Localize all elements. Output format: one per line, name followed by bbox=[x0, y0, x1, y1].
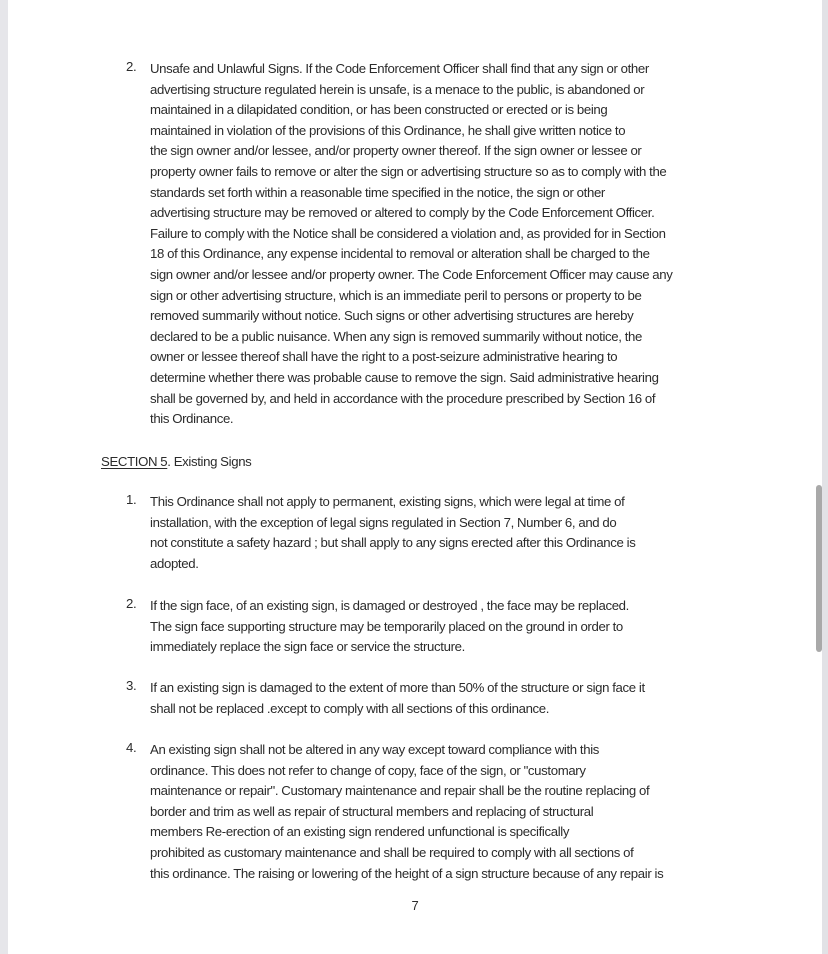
section-label: SECTION 5 bbox=[101, 454, 168, 469]
paragraph bbox=[150, 678, 736, 719]
text-line: shall not be replaced .except to comply with all sections of this ordinance. bbox=[150, 700, 550, 716]
text-line: determine whether there was probable cause to remove the sign. Said administrative hearing bbox=[150, 369, 659, 385]
section-heading bbox=[101, 452, 251, 472]
paragraph bbox=[150, 740, 736, 884]
document-page bbox=[8, 0, 822, 954]
text-line: If the sign face, of an existing sign, is damaged or destroyed , the face may be replaced. bbox=[150, 598, 629, 613]
paragraph bbox=[150, 596, 736, 658]
list-item-existing-signs-2 bbox=[126, 596, 736, 658]
list-item-existing-signs-3 bbox=[126, 678, 736, 719]
text-line: advertising structure may be removed or altered to comply by the Code Enforcement Officer. bbox=[150, 205, 655, 221]
text-line: maintained in violation of the provisions of this Ordinance, he shall give written notice to bbox=[150, 122, 626, 138]
text-line: property owner fails to remove or alter the sign or advertising structure so as to comply with the bbox=[150, 163, 667, 179]
text-line: owner or lessee thereof shall have the right to a post-seizure administrative hearing to bbox=[150, 349, 618, 365]
list-item-unsafe-unlawful-signs bbox=[126, 59, 736, 430]
text-line: sign or other advertising structure, which is an immediate peril to persons or property to be bbox=[150, 287, 642, 303]
text-line: 18 of this Ordinance, any expense incidental to removal or alteration shall be charged to the bbox=[150, 246, 650, 262]
text-line: This Ordinance shall not apply to permanent, existing signs, which were legal at time of bbox=[150, 494, 625, 509]
text-line: sign owner and/or lessee and/or property owner. The Code Enforcement Officer may cause any bbox=[150, 266, 673, 282]
page-number: 7 bbox=[411, 898, 419, 913]
text-line: this Ordinance. bbox=[150, 411, 234, 427]
list-number: 1. bbox=[126, 492, 137, 507]
text-line: removed summarily without notice. Such signs or other advertising structures are hereby bbox=[150, 308, 634, 324]
window-right-edge bbox=[822, 0, 828, 954]
text-line: immediately replace the sign face or service the structure. bbox=[150, 639, 465, 655]
text-line: members Re-erection of an existing sign rendered unfunctional is specifically bbox=[150, 824, 570, 840]
text-line: not constitute a safety hazard ; but shall apply to any signs erected after this Ordinance is bbox=[150, 535, 636, 551]
text-line: maintenance or repair". Customary maintenance and repair shall be the routine replacing of bbox=[150, 783, 650, 799]
list-item-existing-signs-4 bbox=[126, 740, 736, 884]
text-line: An existing sign shall not be altered in any way except toward compliance with this bbox=[150, 742, 600, 757]
paragraph bbox=[150, 492, 736, 574]
list-number: 2. bbox=[126, 59, 137, 74]
text-line: The sign face supporting structure may be temporarily placed on the ground in order to bbox=[150, 618, 623, 634]
text-line: maintained in a dilapidated condition, or has been constructed or erected or is being bbox=[150, 102, 608, 118]
list-number: 4. bbox=[126, 740, 137, 755]
paragraph bbox=[150, 59, 736, 430]
text-line: ordinance. This does not refer to change of copy, face of the sign, or "customary bbox=[150, 762, 586, 778]
list-item-existing-signs-1 bbox=[126, 492, 736, 574]
text-line: Unsafe and Unlawful Signs. If the Code Enforcement Officer shall find that any sign or other bbox=[150, 61, 649, 76]
text-line: prohibited as customary maintenance and shall be required to comply with all sections of bbox=[150, 844, 634, 860]
list-number: 3. bbox=[126, 678, 137, 693]
text-line: advertising structure regulated herein is unsafe, is a menace to the public, is abandoned or bbox=[150, 81, 645, 97]
text-line: Failure to comply with the Notice shall be considered a violation and, as provided for in Section bbox=[150, 225, 666, 241]
text-line: shall be governed by, and held in accordance with the procedure prescribed by Section 16 of bbox=[150, 390, 656, 406]
section-title: . Existing Signs bbox=[167, 454, 252, 469]
text-line: declared to be a public nuisance. When any sign is removed summarily without notice, the bbox=[150, 328, 642, 344]
text-line: installation, with the exception of legal signs regulated in Section 7, Number 6, and do bbox=[150, 514, 617, 530]
document-content bbox=[8, 0, 822, 954]
text-line: this ordinance. The raising or lowering of the height of a sign structure because of any repair is bbox=[150, 865, 664, 881]
text-line: the sign owner and/or lessee, and/or property owner thereof. If the sign owner or lessee or bbox=[150, 143, 642, 159]
text-line: If an existing sign is damaged to the extent of more than 50% of the structure or sign face it bbox=[150, 680, 645, 695]
text-line: border and trim as well as repair of structural members and replacing of structural bbox=[150, 803, 594, 819]
text-line: adopted. bbox=[150, 555, 199, 571]
text-line: standards set forth within a reasonable time specified in the notice, the sign or other bbox=[150, 184, 605, 200]
list-number: 2. bbox=[126, 596, 137, 611]
